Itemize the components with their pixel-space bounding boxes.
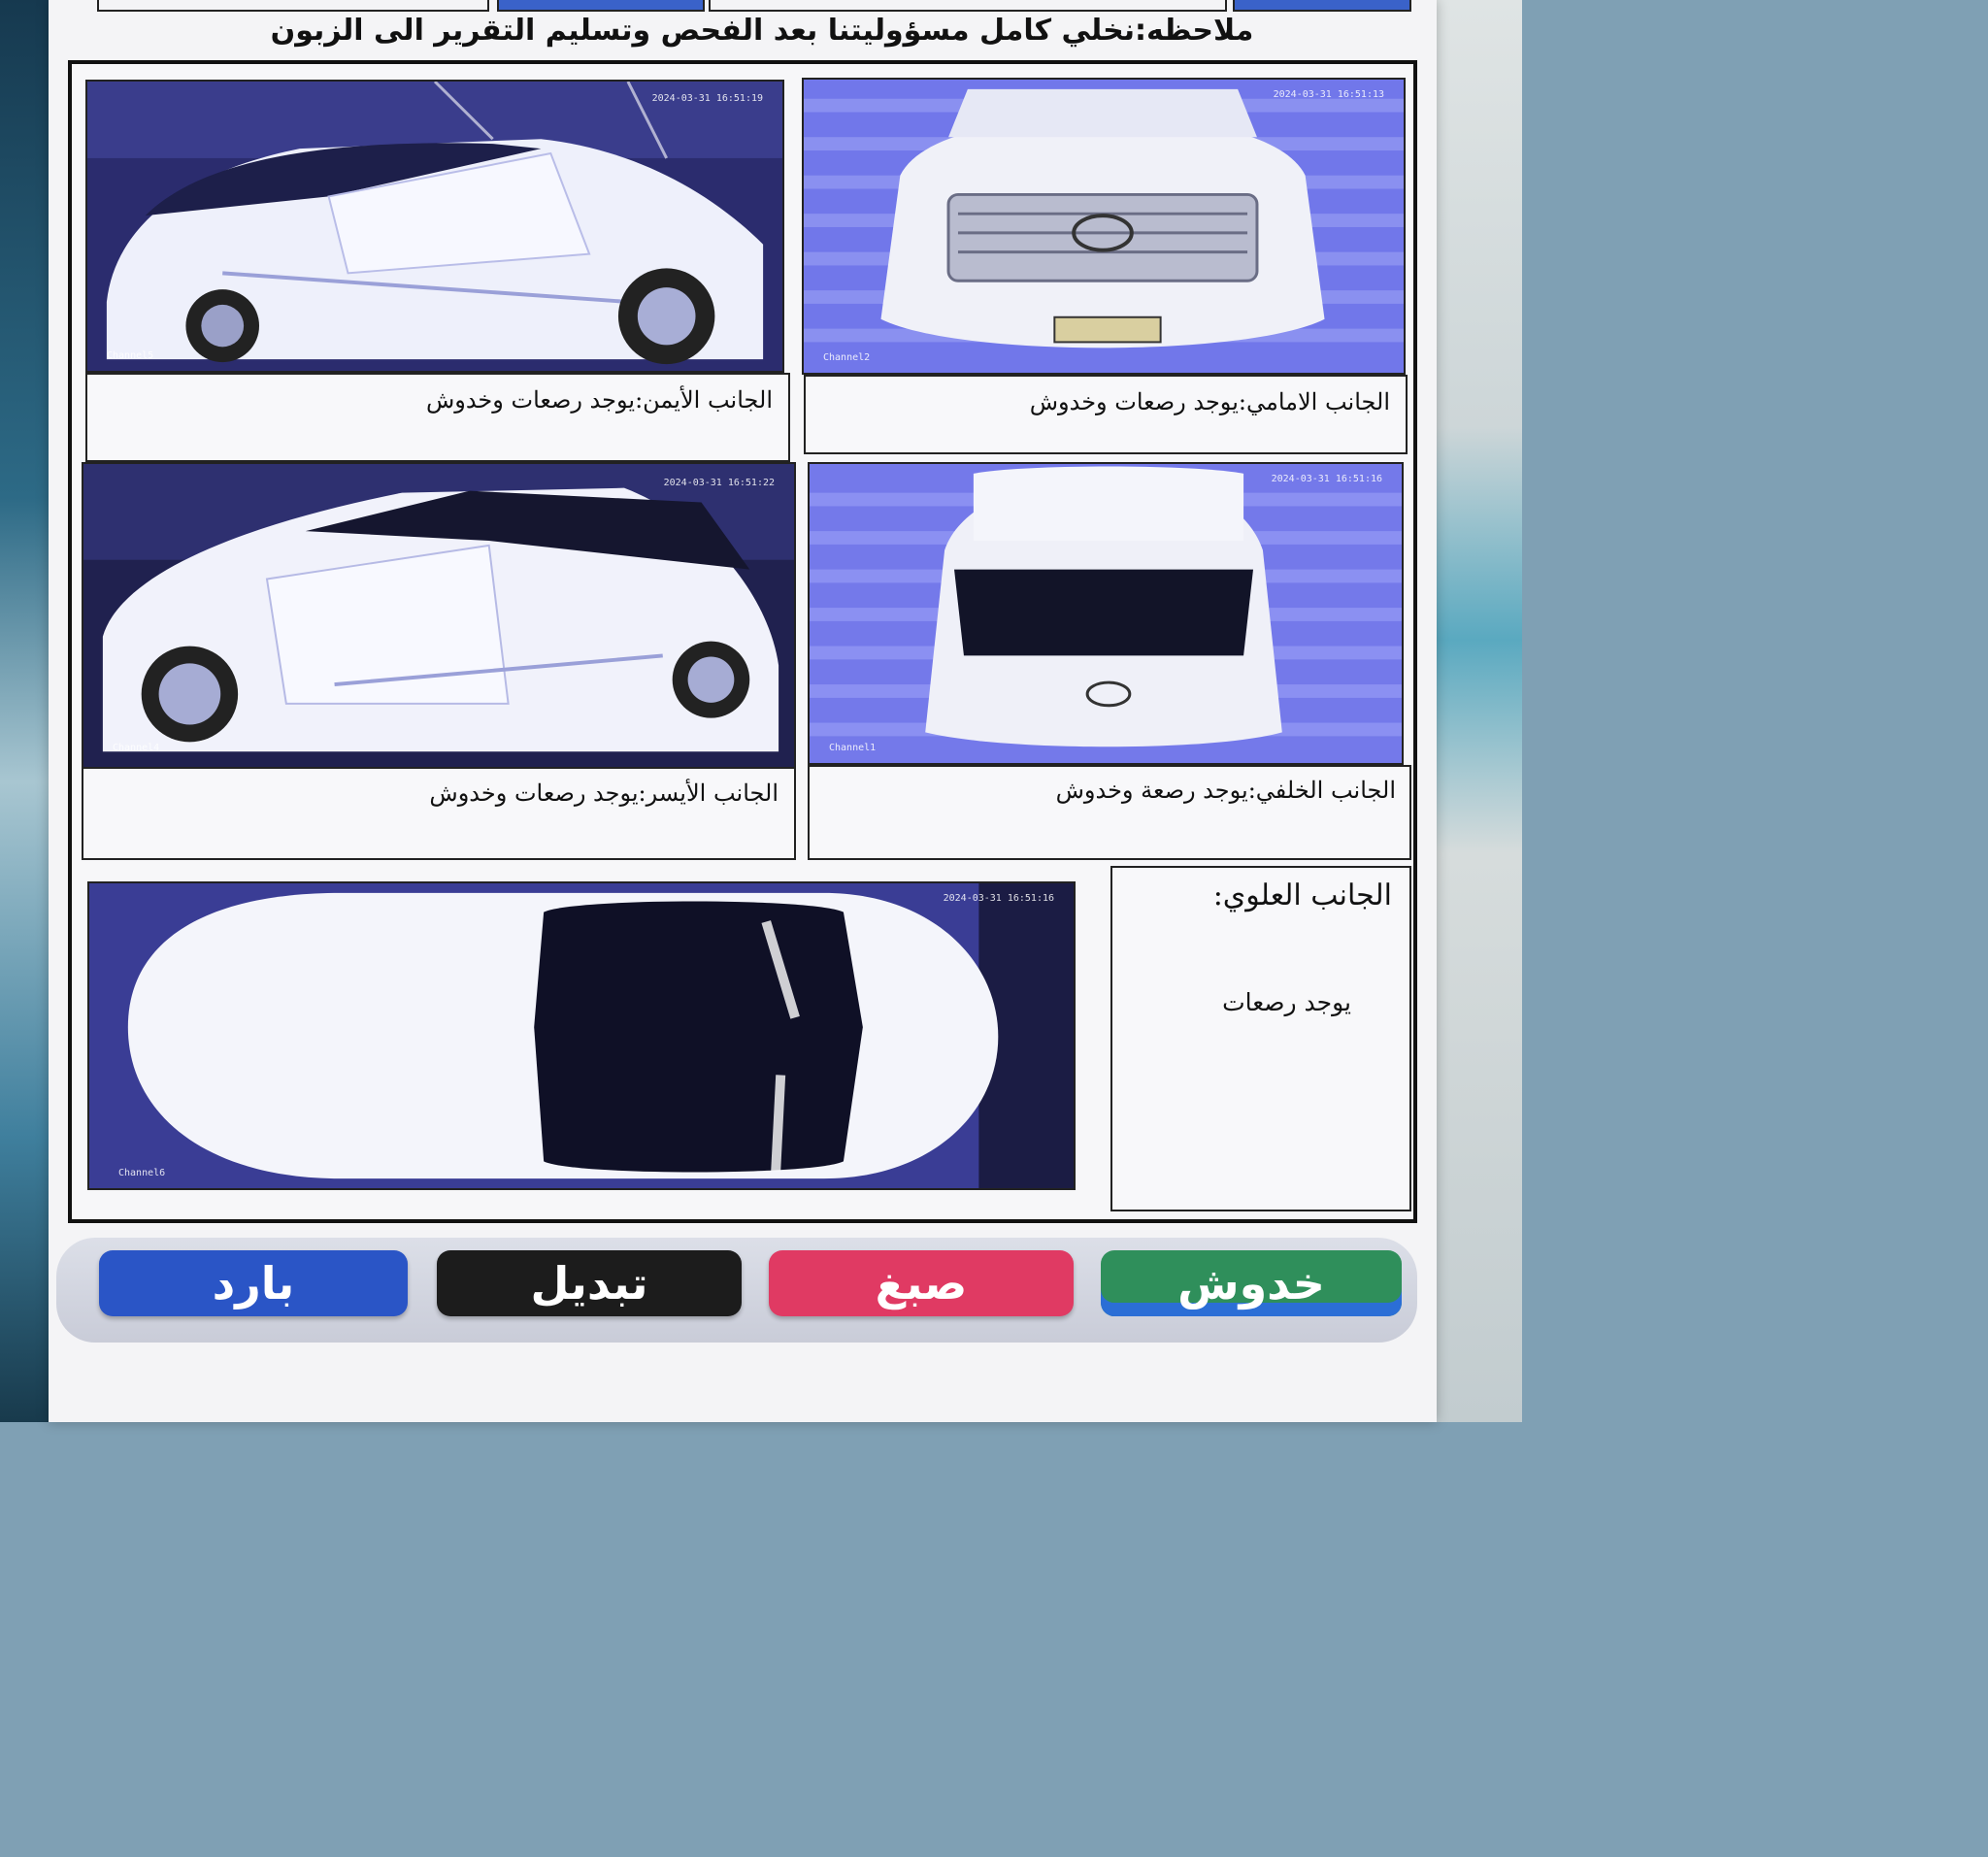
rear-side-caption: الجانب الخلفي:يوجد رصعة وخدوش	[1055, 777, 1396, 804]
form-field-top	[97, 0, 489, 12]
right-side-photo	[85, 80, 784, 373]
top-side-caption-box	[1110, 866, 1411, 1211]
legend-scratches: خدوش	[1101, 1250, 1402, 1316]
timestamp: 2024-03-31 16:51:16	[943, 893, 1054, 904]
form-field-top-accent	[497, 0, 705, 12]
form-field-top-accent	[1233, 0, 1411, 12]
channel-label: Channel1	[829, 743, 877, 753]
front-side-photo	[802, 78, 1406, 375]
timestamp: 2024-03-31 16:51:22	[663, 478, 775, 488]
channel-label: Channel5	[107, 350, 154, 361]
form-field-top	[709, 0, 1227, 12]
top-side-photo	[87, 881, 1076, 1190]
channel-label: Channel4	[113, 743, 160, 753]
timestamp: 2024-03-31 16:51:16	[1271, 474, 1382, 484]
rear-side-photo	[808, 462, 1404, 765]
channel-label: Channel6	[118, 1168, 166, 1178]
legend-paint: صبغ	[769, 1250, 1074, 1316]
left-side-photo	[82, 462, 796, 769]
top-side-detail: يوجد رصعات	[1222, 988, 1351, 1016]
top-side-title: الجانب العلوي:	[1212, 879, 1392, 912]
channel-label: Channel2	[823, 352, 871, 363]
front-side-caption: الجانب الامامي:يوجد رصعات وخدوش	[1029, 388, 1390, 415]
timestamp: 2024-03-31 16:51:19	[651, 93, 763, 104]
timestamp: 2024-03-31 16:51:13	[1273, 89, 1384, 100]
left-side-caption: الجانب الأيسر:يوجد رصعات وخدوش	[429, 779, 779, 807]
right-side-caption: الجانب الأيمن:يوجد رصعات وخدوش	[425, 386, 773, 414]
legend-dent-repair: بارد	[99, 1250, 408, 1316]
legend-replacement: تبديل	[437, 1250, 742, 1316]
liability-note: ملاحظه:نخلي كامل مسؤوليتنا بعد الفحص وتسليم التقرير الى الزبون	[270, 14, 1254, 48]
